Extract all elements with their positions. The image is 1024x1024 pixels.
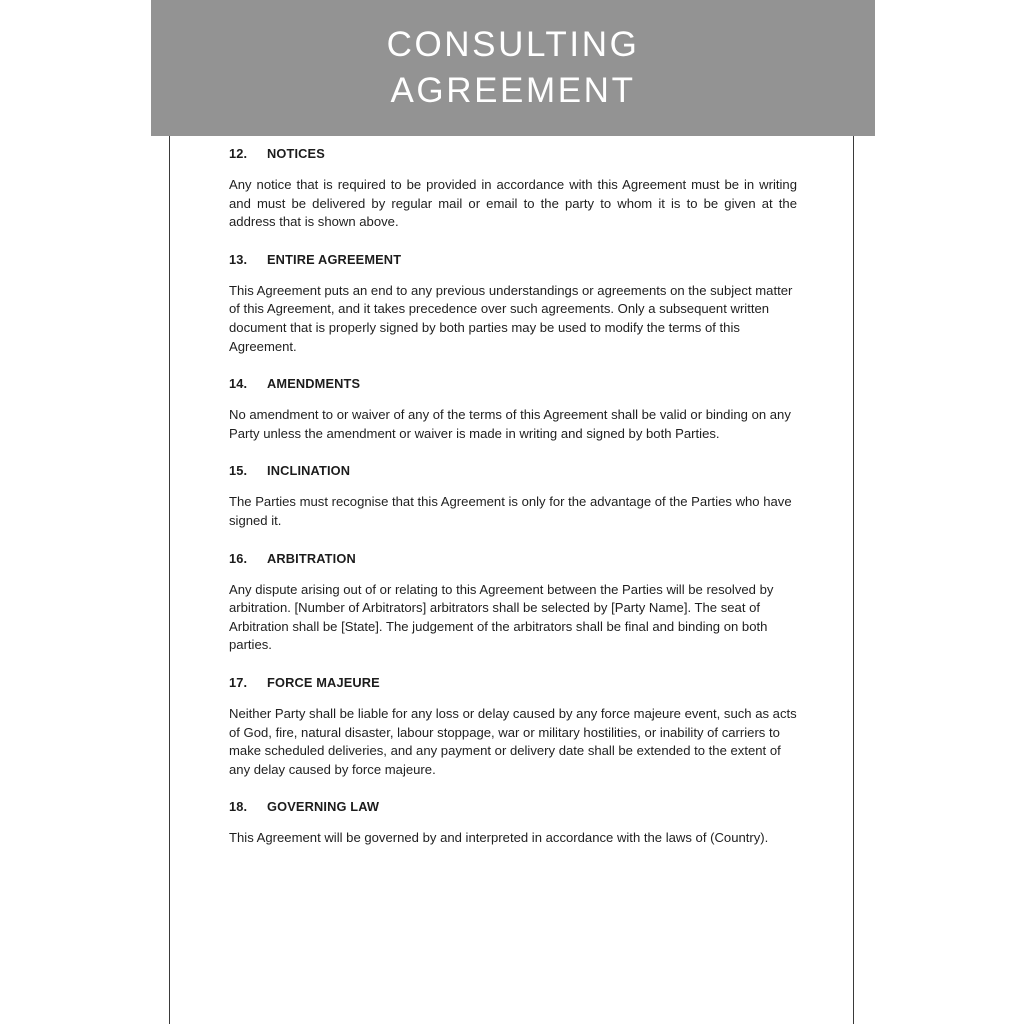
section-number: 14. [229, 376, 248, 392]
section-paragraph: No amendment to or waiver of any of the terms of this Agreement shall be valid or binding on any Party unless the amendment or waiver is made in writing and signed by both Parties. [229, 407, 791, 441]
section-title: NOTICES [267, 146, 325, 161]
section-title: GOVERNING LAW [267, 799, 380, 815]
section-heading [229, 252, 797, 268]
section-heading [229, 146, 797, 162]
document-body [229, 146, 797, 868]
section-number: 15. [229, 463, 248, 479]
section-heading [229, 463, 797, 479]
section-title: INCLINATION [267, 463, 351, 479]
section-heading [229, 799, 797, 815]
document-section [229, 799, 797, 848]
page-title: CONSULTING AGREEMENT [386, 25, 640, 110]
section-number: 13. [229, 251, 248, 267]
document-section [229, 675, 797, 779]
section-title: ENTIRE AGREEMENT [267, 251, 402, 267]
section-number: 16. [229, 550, 248, 566]
section-number: 18. [229, 799, 248, 815]
document-section [229, 376, 797, 443]
section-paragraph: This Agreement will be governed by and interpreted in accordance with the laws of (Country). [229, 830, 769, 846]
section-paragraph: This Agreement puts an end to any previous understandings or agreements on the subject matter of this Agreement, and it takes precedence over such agreements. Only a subsequent written document that is properly signed by both parties may be used to modify the terms of this Agreement. [229, 282, 793, 354]
document-section [229, 551, 797, 655]
section-number: 12. [229, 146, 248, 161]
section-number: 17. [229, 674, 248, 690]
section-heading [229, 551, 797, 567]
section-title: FORCE MAJEURE [267, 674, 380, 690]
section-title: AMENDMENTS [267, 376, 361, 392]
section-paragraph: Neither Party shall be liable for any loss or delay caused by any force majeure event, such as acts of God, fire, natural disaster, labour stoppage, war or military hostilities, or inability of carriers to make scheduled deliveries, and any payment or delivery date shall be extended to the extent of any delay caused by force majeure. [229, 705, 797, 777]
section-paragraph: Any notice that is required to be provided in accordance with this Agreement must be in writing and must be delivered by regular mail or email to the party to whom it is to be given at the address that is shown above. [229, 177, 797, 230]
section-paragraph: Any dispute arising out of or relating to this Agreement between the Parties will be resolved by arbitration. [Number of Arbitrators] arbitrators shall be selected by [Party Name]. The seat of Arbitration shall be [State]. The judgement of the arbitrators shall be final and binding on both parties. [229, 581, 774, 653]
section-title: ARBITRATION [267, 550, 356, 566]
document-section [229, 463, 797, 530]
document-header-banner [151, 0, 875, 136]
document-page [169, 136, 854, 1024]
section-paragraph: The Parties must recognise that this Agreement is only for the advantage of the Parties who have signed it. [229, 494, 792, 528]
section-heading [229, 675, 797, 691]
document-section [229, 252, 797, 356]
section-heading [229, 376, 797, 392]
document-section [229, 146, 797, 232]
